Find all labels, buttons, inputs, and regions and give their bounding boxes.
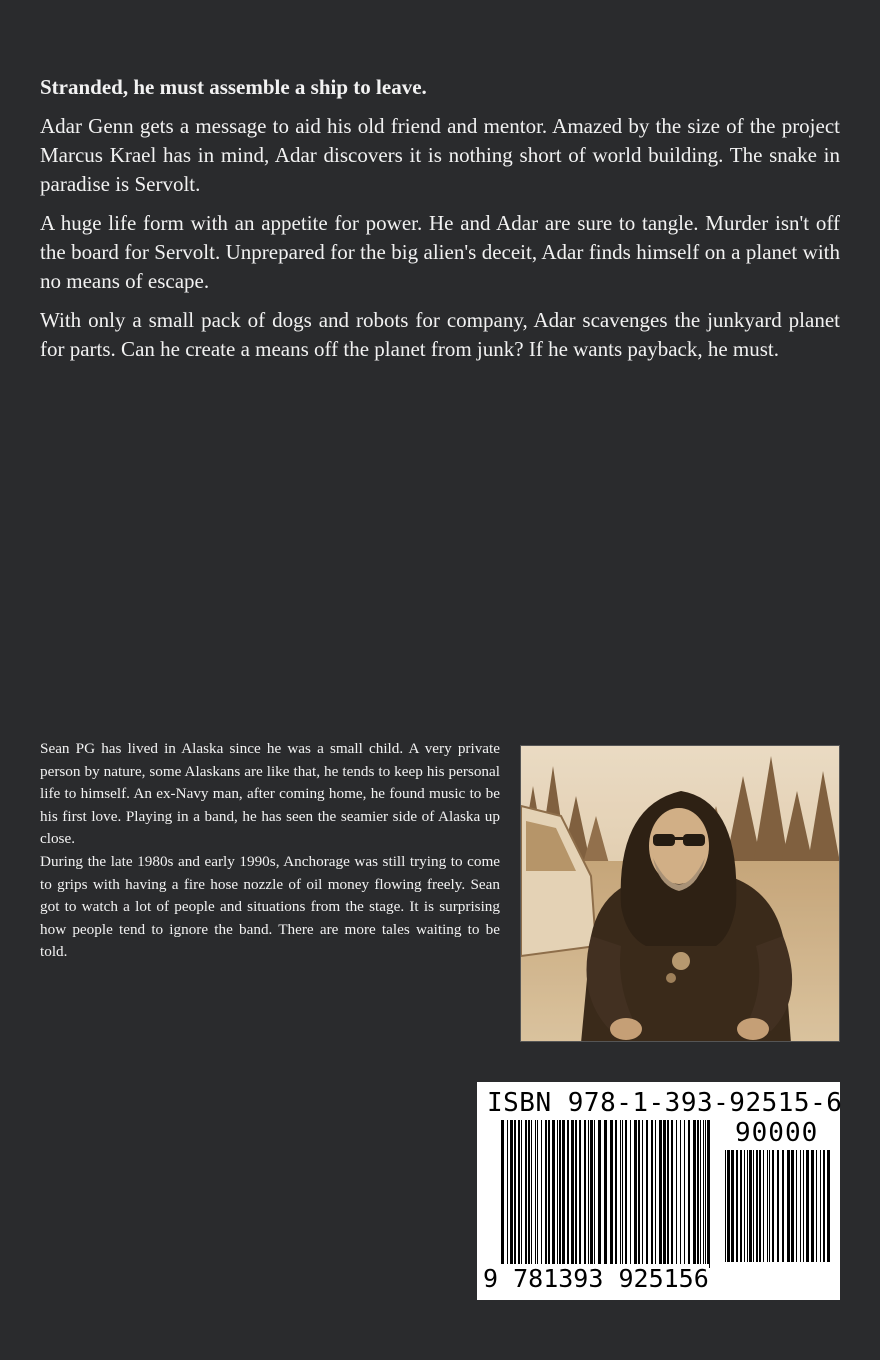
barcode-bar bbox=[638, 1120, 640, 1268]
barcode-bar bbox=[736, 1150, 738, 1262]
barcode-bar bbox=[630, 1120, 631, 1268]
barcode-bar bbox=[598, 1120, 601, 1268]
barcode-bar bbox=[642, 1120, 643, 1268]
barcode-bar bbox=[510, 1120, 513, 1268]
barcode-bar bbox=[584, 1120, 586, 1268]
barcode-bar bbox=[559, 1120, 561, 1268]
barcode-bar bbox=[588, 1120, 589, 1268]
barcode-bar bbox=[744, 1150, 745, 1262]
barcode-bar bbox=[501, 1120, 504, 1268]
barcode-bar bbox=[688, 1120, 690, 1268]
blurb-paragraph: With only a small pack of dogs and robots for company, Adar scavenges the junkyard planet for parts. Can he create a means off the planet from junk? If he wants payback, he must. bbox=[40, 308, 840, 361]
barcode-bar bbox=[655, 1120, 656, 1268]
barcode-bar bbox=[528, 1120, 530, 1268]
barcode-bar bbox=[646, 1120, 648, 1268]
barcode-bar bbox=[634, 1120, 637, 1268]
barcode-bar bbox=[727, 1150, 730, 1262]
barcode-bar bbox=[731, 1150, 734, 1262]
author-bio bbox=[40, 738, 500, 964]
author-bio-paragraph: Sean PG has lived in Alaska since he was a small child. A very private person by nature, some Alaskans are like that, he tends to keep his personal life to himself. An ex-Navy man, after coming home, he found music to be his first love. Playing in a band, he has seen the seamier side of Alaska up close. bbox=[40, 740, 500, 848]
barcode-bar bbox=[767, 1150, 768, 1262]
barcode-bar bbox=[800, 1150, 801, 1262]
barcode-bar bbox=[759, 1150, 761, 1262]
barcode-bar bbox=[575, 1120, 577, 1268]
barcode-bar bbox=[749, 1150, 752, 1262]
barcode-addon-bars bbox=[725, 1150, 830, 1262]
barcode-bar bbox=[552, 1120, 555, 1268]
barcode-bar bbox=[545, 1120, 547, 1268]
barcode-bar bbox=[707, 1120, 710, 1268]
barcode-bar bbox=[823, 1150, 825, 1262]
barcode-bar bbox=[777, 1150, 779, 1262]
barcode-bar bbox=[571, 1120, 574, 1268]
barcode-bar bbox=[763, 1150, 764, 1262]
barcode-bar bbox=[703, 1120, 704, 1268]
barcode-bar bbox=[659, 1120, 662, 1268]
barcode-bar bbox=[604, 1120, 607, 1268]
barcode-bar bbox=[772, 1150, 774, 1262]
barcode-bar bbox=[676, 1120, 677, 1268]
barcode-bar bbox=[747, 1150, 748, 1262]
barcode-bar bbox=[725, 1150, 726, 1262]
blurb-paragraph: A huge life form with an appetite for power. He and Adar are sure to tangle. Murder isn't off the board for Servolt. Unprepared for the big alien's deceit, Adar finds himself on a planet with no means of escape. bbox=[40, 211, 840, 293]
barcode-bar bbox=[667, 1120, 669, 1268]
barcode-bar bbox=[803, 1150, 804, 1262]
barcode-bar bbox=[525, 1120, 527, 1268]
back-cover-blurb bbox=[40, 72, 840, 374]
barcode-bar bbox=[590, 1120, 593, 1268]
barcode-ean-digits: 9 781393 925156 bbox=[483, 1264, 709, 1293]
isbn-barcode bbox=[477, 1082, 843, 1300]
barcode-bar bbox=[663, 1120, 666, 1268]
barcode-bar bbox=[756, 1150, 758, 1262]
barcode-bar bbox=[535, 1120, 536, 1268]
barcode-bar bbox=[651, 1120, 653, 1268]
barcode-bar bbox=[541, 1120, 542, 1268]
barcode-bar bbox=[594, 1120, 595, 1268]
barcode-bar bbox=[753, 1150, 754, 1262]
barcode-bar bbox=[680, 1120, 681, 1268]
barcode-bar bbox=[811, 1150, 814, 1262]
barcode-bar bbox=[796, 1150, 797, 1262]
barcode-bar bbox=[514, 1120, 516, 1268]
barcode-bar bbox=[806, 1150, 809, 1262]
barcode-bar bbox=[548, 1120, 550, 1268]
barcode-bar bbox=[521, 1120, 522, 1268]
barcode-bar bbox=[816, 1150, 817, 1262]
barcode-bar bbox=[820, 1150, 821, 1262]
barcode-bar bbox=[782, 1150, 784, 1262]
author-photo bbox=[520, 745, 840, 1042]
author-photo-image bbox=[521, 746, 840, 1042]
barcode-bar bbox=[740, 1150, 742, 1262]
barcode-bar bbox=[518, 1120, 520, 1268]
barcode-bar bbox=[579, 1120, 581, 1268]
barcode-bar bbox=[531, 1120, 532, 1268]
blurb-paragraph: Adar Genn gets a message to aid his old friend and mentor. Amazed by the size of the project Marcus Krael has in mind, Adar discovers it is nothing short of world building. The snake in paradise is Servolt. bbox=[40, 114, 840, 196]
barcode-bar bbox=[705, 1120, 706, 1268]
barcode-bar bbox=[610, 1120, 613, 1268]
barcode-bar bbox=[697, 1120, 699, 1268]
barcode-bar bbox=[615, 1120, 617, 1268]
barcode-bar bbox=[671, 1120, 673, 1268]
author-bio-paragraph: During the late 1980s and early 1990s, Anchorage was still trying to come to grips with having a fire hose nozzle of oil money flowing freely. Sean got to watch a lot of people and situations from the stage. It is surprising how people tend to ignore the band. There are more tales waiting to be told. bbox=[40, 852, 500, 961]
barcode-bar bbox=[537, 1120, 538, 1268]
barcode-bar bbox=[625, 1120, 627, 1268]
barcode-addon-digits: 90000 bbox=[735, 1118, 819, 1148]
barcode-bar bbox=[827, 1150, 830, 1262]
isbn-label: ISBN 978-1-393-92515-6 bbox=[487, 1088, 843, 1118]
blurb-headline: Stranded, he must assemble a ship to leave. bbox=[40, 75, 427, 99]
barcode-main-bars bbox=[501, 1120, 711, 1268]
barcode-bar bbox=[567, 1120, 569, 1268]
barcode-bar bbox=[787, 1150, 790, 1262]
barcode-bar bbox=[622, 1120, 623, 1268]
barcode-bar bbox=[507, 1120, 508, 1268]
barcode-bar bbox=[769, 1150, 770, 1262]
barcode-bar bbox=[684, 1120, 685, 1268]
barcode-bar bbox=[557, 1120, 558, 1268]
barcode-bar bbox=[693, 1120, 696, 1268]
barcode-bar bbox=[562, 1120, 565, 1268]
barcode-bar bbox=[791, 1150, 794, 1262]
barcode-bar bbox=[700, 1120, 701, 1268]
barcode-bar bbox=[620, 1120, 621, 1268]
